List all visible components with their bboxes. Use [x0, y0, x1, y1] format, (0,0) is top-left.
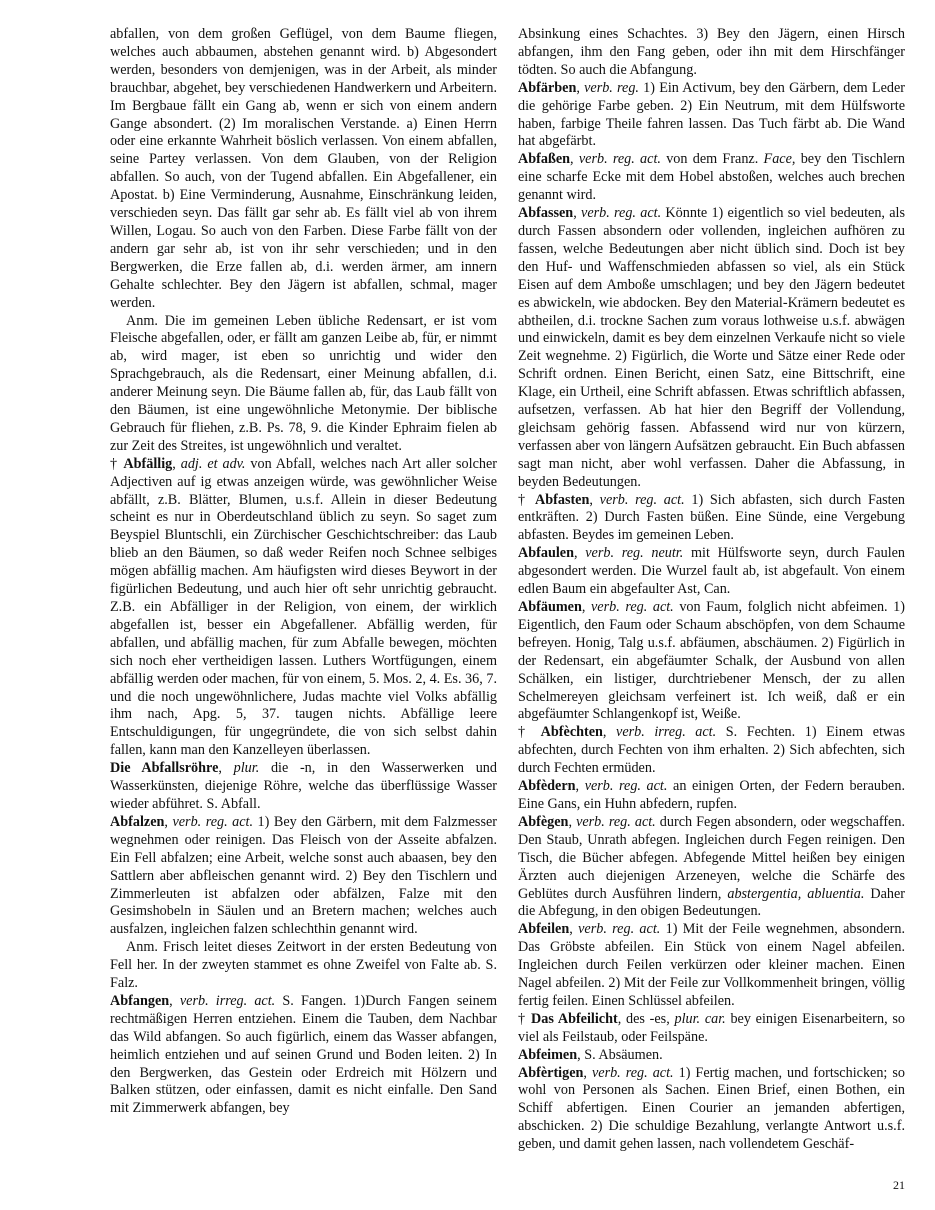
entry-text: ,: [218, 760, 234, 777]
grammar-note: plur. car.: [674, 1010, 726, 1027]
entry-text: †: [518, 724, 541, 741]
entry-text: bey einigen Eisenarbeitern, so viel als Feilstaub, oder Feilspäne.: [518, 1010, 905, 1045]
grammar-note: verb. irreg. act.: [616, 724, 717, 741]
dictionary-entry: [110, 993, 497, 1118]
dictionary-entry: [518, 921, 905, 1011]
dictionary-entry: [518, 599, 905, 724]
headword: Abfasten: [534, 491, 590, 508]
entry-text: ,: [575, 778, 585, 795]
entry-text: Könnte 1) eigentlich so viel bedeuten, als durch Fassen absondern oder vollenden, ingleichen aufhören zu fassen, welche Bedeutungen aber nicht üblich sind. Doch ist bey den Huf- und Waffenschmieden abfassen so viel, als ein Stück Eisen auf dem Amboße umschlagen; und bey den Jägern bedeutet es abwickeln, wie abdocken. Bey den Material-Krämern bedeutet es abtheilen, d.i. trockne Sachen zum voraus lothweise u.s.f. abwägen und einwickeln, damit es bey dem einzelnen Verkaufe nicht so viele Zeit wegnehme. 2) Figürlich, die Worte und Sätze einer Rede oder Schrift ordnen. Einen Bericht, einen Satz, eine Bittschrift, eine Klage, ein Urtheil, eine Schrift abfassen. Etwas schriftlich abfassen, aufsetzen, verfassen. Ab hat hier den Begriff der Vollendung, gleichsam gehörig fassen. Abfassend wird nur von kürzern, verfassen aber von längern Aufsätzen gebraucht. Ein Buch abfassen sagt man nicht, aber wohl verfassen. Daher die Abfassung, in beyden Bedeutungen.: [518, 205, 905, 490]
grammar-note: plur.: [233, 760, 260, 777]
dictionary-entry: [518, 26, 905, 80]
entry-text: von Faum, folglich nicht abfeimen. 1) Eigentlich, den Faum oder Schaum abschöpfen, von dem Schaume befreyen. Honig, Talg u.s.f. abfäumen, abschäumen. 2) Figürlich in der Redensart, ein abgefäumter Schalk, der Ausbund von allen Schälken, ein listiger, durchtriebener Mensch, der zu allen Schelmereyen gleichsam verfeinert ist. Ich weiß, daß er ein abgefäumter Schlangenkopf ist, Weiße.: [518, 599, 906, 723]
headword: Abfèrtigen: [518, 1064, 584, 1081]
headword: Abfangen: [110, 992, 170, 1009]
entry-text: Anm. Frisch leitet dieses Zeitwort in der ersten Bedeutung von Fell her. In der zweyten stammet es ohne Zweifel von Falte ab. S. Falz.: [110, 939, 497, 992]
entry-text: Daher die Abfegung, in den obigen Bedeutungen.: [518, 885, 905, 920]
headword: Die Abfallsröhre: [110, 760, 219, 777]
entry-text: †: [110, 455, 124, 472]
dictionary-entry: [518, 545, 905, 599]
entry-text: ,: [602, 724, 617, 741]
entry-text: ,: [164, 813, 173, 830]
grammar-note: verb. irreg. act.: [179, 992, 276, 1009]
headword: Abfärben: [518, 79, 577, 96]
grammar-note: verb. reg. act.: [172, 813, 254, 830]
entry-text: die -n, in den Wasserwerken und Wasserkünsten, diejenige Röhre, welche das überflüssige Wasser wieder abführet. S. Abfall.: [110, 760, 497, 812]
headword: Abfäumen: [518, 599, 582, 615]
grammar-note: verb. reg. act.: [591, 599, 674, 615]
entry-text: Anm. Die im gemeinen Leben übliche Redensart, er ist vom Fleische abgefallen, oder, er fällt am ganzen Leibe ab, für, er nimmt ab, wird mager, ist eben so unrichtig und wider den Sprachgebrauch, als die Redensart, einer Meinung abfallen, d.i. anderer Meinung seyn. Die Bäume fallen ab, für, das Laub fällt von den Bäumen, ist eine ungewöhnliche Metonymie. Der biblische Gebrauch für fliehen, z.B. Ps. 78, 9. die Kinder Ephraim fielen ab zur Zeit des Streites, ist ungewöhnlich und veraltet.: [110, 312, 497, 454]
entry-text: ,: [581, 599, 591, 615]
headword: Abfèchten: [540, 724, 603, 741]
entry-text: abfallen, von dem großen Geflügel, von dem Baume fliegen, welches auch abbaumen, abstehen genannt wird. b) Abgesondert werden, besonders von demjenigen, was in der Arbeit, als minder brauchbar, abgehet, bey verschiedenen Handwerkern und Arbeitern. Im Bergbaue fällt ein Gang ab, wenn er sich von einem andern Gange absondert. (2) Im moralischen Verstande. a) Einen Herrn oder eine erkannte Wahrheit böslich verlassen. Von einem abfallen, seine Partey verlassen. Von dem Glauben, von der Religion abfallen. So auch, von der Tugend abfallen. Ein Abgefallener, ein Apostat. b) Eine Verminderung, Ausnahme, Einschränkung leiden, verschieden seyn. Das fällt gar sehr ab. Es fällt viel ab von ihrem Willen, Logau. So auch von den Farben. Diese Farbe fällt von der andern gar sehr ab, ist von ihr sehr verschieden; und in den Bergwerken, die Erze fallen ab, d.i. werden ärmer, am innern Gehalte schlechter. Bey den Jägern ist abfallen, schmal, mager werden.: [110, 26, 497, 311]
entry-text: 1) Ein Activum, bey den Gärbern, dem Leder die gehörige Farbe geben. 2) Ein Neutrum, mit dem Hülfsworte haben, farbige Theile fahren lassen. Das Tuch färbt ab. Die Wand hat abgefärbt.: [518, 79, 905, 150]
grammar-note: abstergentia, abluentia.: [727, 885, 865, 902]
entry-text: , S. Absäumen.: [577, 1046, 663, 1063]
dictionary-entry: [518, 814, 905, 921]
dictionary-entry: [110, 313, 497, 456]
entry-text: ,: [576, 79, 585, 96]
headword: Abfeimen: [518, 1046, 578, 1063]
dictionary-entry: [110, 26, 497, 313]
grammar-note: verb. reg. act.: [584, 778, 668, 795]
grammar-note: verb. reg. act.: [576, 813, 656, 830]
entry-text: an einigen Orten, der Federn berauben. Eine Gans, ein Huhn abfedern, rupfen.: [518, 778, 905, 812]
dictionary-entry: [518, 80, 905, 152]
dictionary-entry: [110, 814, 497, 939]
entry-text: 1) Bey den Gärbern, mit dem Falzmesser wegnehmen oder reinigen. Das Fleisch von der Asseite abfalzen. Ein Fell abfalzen; eine Arbeit, welche sonst auch abaasen, bey den Sattlern aber abfleischen genannt wird. 2) Bey den Tischlern und Zimmerleuten ist abfalzen oder abfälzen, Falze mit den Gesimshobeln in Säulen und an Bretern machen; welches auch ausfalzen, ingleichen falzen schlechthin genannt wird.: [110, 813, 497, 938]
entry-text: †: [518, 1010, 532, 1027]
entry-text: bey den Tischlern eine scharfe Ecke mit dem Hobel abstoßen, welches auch brechen genannt wird.: [518, 151, 906, 204]
headword: Abfalzen: [110, 813, 165, 830]
entry-text: ,: [569, 921, 579, 938]
left-column: [110, 26, 497, 1118]
entry-text: ,: [589, 491, 600, 508]
entry-text: ,: [169, 992, 180, 1009]
entry-text: ,: [172, 455, 181, 472]
entry-text: ,: [573, 205, 582, 222]
entry-text: ,: [570, 151, 579, 168]
entry-text: S. Fechten. 1) Einem etwas abfechten, durch Fechten von ihm erhalten. 2) Sich abfechten, sich durch Fechten ermüden.: [518, 724, 905, 777]
entry-text: mit Hülfsworte seyn, durch Faulen abgesondert werden. Die Wurzel fault ab, ist abgefault. Von einem edlen Baum ein abgefaulter Ast, Can.: [518, 545, 906, 598]
grammar-note: Face,: [763, 151, 796, 168]
headword: Abfaßen: [518, 151, 571, 168]
entry-text: ,: [568, 813, 577, 830]
grammar-note: verb. reg. act.: [578, 151, 661, 168]
headword: Abfassen: [518, 205, 574, 222]
grammar-note: verb. reg. act.: [581, 205, 662, 222]
entry-text: 1) Mit der Feile wegnehmen, absondern. Das Gröbste abfeilen. Ein Stück von einem Nagel abfeilen. Ingleichen durch Feilen verkürzen oder kleiner machen. Einen Nagel abfeilen. 2) Mit der Feile zur Vollkommenheit bringen, völlig fertig feilen. Einen Schlüssel abfeilen.: [518, 921, 905, 1009]
dictionary-entry: [518, 205, 905, 492]
entry-text: 1) Sich abfasten, sich durch Fasten entkräften. 2) Durch Fasten büßen. Eine Sünde, eine Vergebung abfasten. Beydes im gemeinen Leben.: [518, 491, 905, 544]
headword: Abfaulen: [518, 545, 574, 562]
dictionary-entry: [518, 151, 905, 205]
headword: Abfällig: [123, 455, 173, 472]
headword: Abfèdern: [518, 778, 576, 795]
dictionary-entry: [518, 1065, 905, 1155]
right-column: [518, 26, 905, 1154]
dictionary-entry: [518, 1011, 905, 1047]
grammar-note: verb. reg. neutr.: [585, 545, 684, 562]
entry-text: von Abfall, welches nach Art aller solcher Adjectiven auf ig etwas anzeigen würde, was gewöhnlicher Weise abfällt, z.B. Blätter, Blumen, u.s.f. Allein in dieser Bedeutung scheint es nur in Oberdeutschland üblich zu seyn. So saget zum Beyspiel Bluntschli, ein Zürchischer Geschichtschreiber: das Laub blieb an den Bäumen, so daß weder Reifen noch Schnee selbiges mögen abfällig machen. Am häufigsten wird dieses Beywort in der figürlichen Bedeutung, und auch hier oft sehr unrichtig gebraucht. Z.B. ein Abfälliger in der Religion, von einem, der wirklich abgefallen ist, besser ein Abgefallener. Abfällig werden, für abfallen, und abfällig machen, für zum Abfalle bewegen, möchten sich noch eher vertheidigen lassen. Luthers Wortfügungen, einem abfällig werden oder machen, für von einem, 5. Mos. 2, 4. Es. 36, 7. und die noch ungewöhnlichere, Judas machte viel Volks abfällig ihm nach, Apg. 5, 37. taugen nichts. Abfällige leere Entschuldigungen, für ungegründete, die von sich selbst dahin fallen, kann man den Kanzelleyen überlassen.: [110, 455, 497, 759]
dictionary-entry: [518, 1047, 905, 1065]
headword: Abfègen: [518, 813, 569, 830]
entry-text: †: [518, 491, 535, 508]
entry-text: durch Fegen absondern, oder wegschaffen. Den Staub, Unrath abfegen. Ingleichen durch Fegen reinigen. Den Tisch, die Bücher abfegen. Abfegende Mittel heißen bey einigen Ärzten auch diejenigen Arzeneyen, welche die Schärfe des Geblütes durch Ausführen lindern,: [518, 813, 905, 902]
page-number: 21: [893, 1178, 905, 1192]
entry-text: ,: [583, 1064, 592, 1081]
grammar-note: verb. reg. act.: [599, 491, 685, 508]
grammar-note: verb. reg. act.: [578, 921, 661, 938]
grammar-note: verb. reg. act.: [591, 1064, 674, 1081]
dictionary-entry: [518, 724, 905, 778]
headword: Abfeilen: [518, 921, 570, 938]
entry-text: Absinkung eines Schachtes. 3) Bey den Jägern, einen Hirsch abfangen, ihm den Fang geben, oder ihn mit dem Hirschfänger tödten. So auch die Abfangung.: [518, 26, 905, 78]
headword: Das Abfeilicht: [531, 1010, 618, 1027]
dictionary-entry: [110, 939, 497, 993]
dictionary-entry: [518, 492, 905, 546]
entry-text: , des -es,: [617, 1010, 675, 1027]
grammar-note: verb. reg.: [584, 79, 639, 96]
dictionary-entry: [518, 778, 905, 814]
entry-text: von dem Franz.: [660, 151, 764, 168]
entry-text: 1) Fertig machen, und fortschicken; so wohl von Personen als Sachen. Einen Brief, einen Bothen, ein Schiff abfertigen. Einen Courier an jemanden abfertigen, abschicken. 2) Die schuldige Bezahlung, verlangte Antwort u.s.f. geben, und damit gehen lassen, nach vollendetem Geschäf-: [518, 1064, 905, 1153]
dictionary-entry: [110, 456, 497, 760]
dictionary-entry: [110, 760, 497, 814]
entry-text: ,: [573, 545, 586, 562]
entry-text: S. Fangen. 1)Durch Fangen seinem rechtmäßigen Herren entziehen. Einem die Tauben, dem Nachbar das Wild abfangen. So auch figürlich, einem das Wasser abfangen, heimlich entziehen und auf seinen Grund und Boden leiten. 2) In den Bergwerken, das Gestein oder Erdreich mit Hölzern und Balken stützen, oder einfassen, damit es nicht einfalle. Den Sand mit Zimmerwerk abfangen, bey: [110, 992, 498, 1117]
grammar-note: adj. et adv.: [180, 455, 246, 472]
